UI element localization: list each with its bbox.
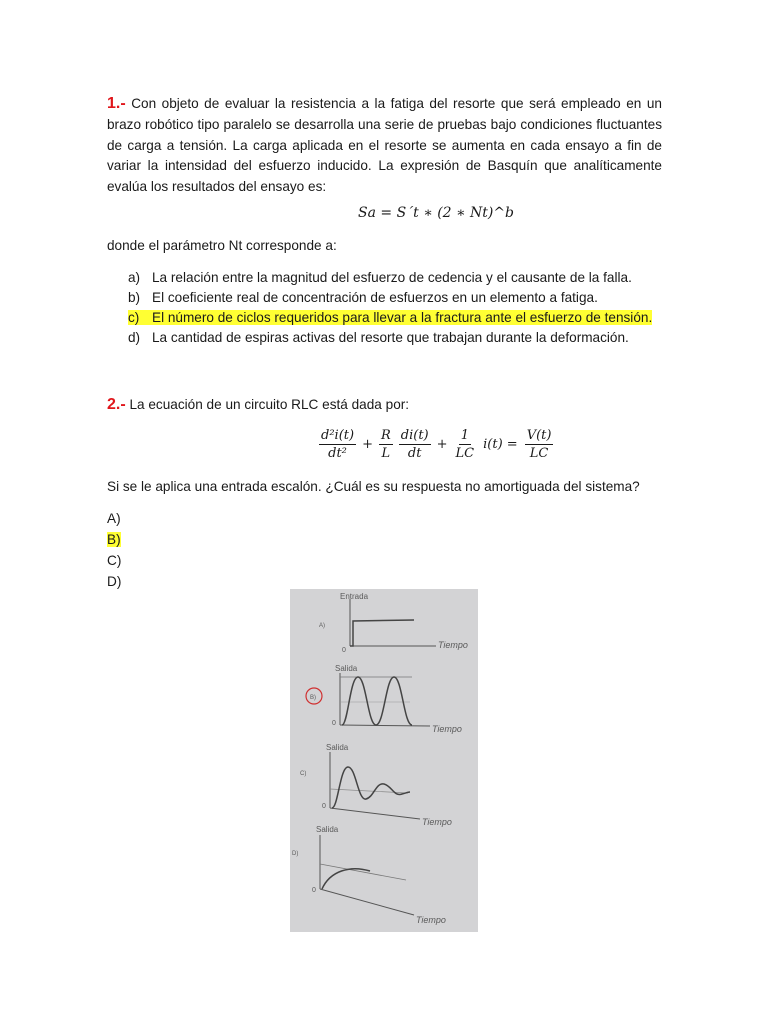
eq-term-second-derivative: $\frac{\text{d²i(t)}}{\text{dt²}}$ xyxy=(321,428,355,461)
graph-c-tag: C) xyxy=(300,771,307,777)
question-2 xyxy=(107,396,409,414)
eq-term-first-derivative: $\frac{di(t)}{dt}$ xyxy=(400,428,429,461)
graph-d-xlabel: Tiempo xyxy=(416,915,446,925)
graph-d-ylabel: Salida xyxy=(316,825,339,834)
eq-term-r-over-l: $\frac{R}{L}$ xyxy=(380,428,391,461)
eq-rhs: $\frac{V(t)}{LC}$ xyxy=(526,428,552,461)
answer-b-highlighted: B) xyxy=(107,532,121,547)
question-1 xyxy=(107,94,662,198)
graph-b-undamped xyxy=(306,664,462,734)
graph-c-xlabel: Tiempo xyxy=(422,817,452,827)
graph-a-xlabel: Tiempo xyxy=(438,640,468,650)
option-d: d) La cantidad de espiras activas del resorte que trabajan durante la deformación. xyxy=(128,330,629,345)
eq-term-one-over-lc: $\frac{1}{LC}$ xyxy=(455,428,475,461)
basquin-formula: Sa = S´t ∗ (2 ∗ Nt)^b xyxy=(358,205,515,221)
answer-d: D) xyxy=(107,574,122,589)
answer-c: C) xyxy=(107,553,122,568)
graph-d-tag: D) xyxy=(292,851,299,857)
rlc-equation: $\frac{\text{d²i(t)}}{\text{dt²}}$ + $\frac{R}{L}$ $\frac{di(t)}{dt}$ + $\frac{1}{LC}$ i(t) = $\frac{V(t)}{LC}$ xyxy=(321,428,552,461)
answer-a: A) xyxy=(107,511,121,526)
graph-a-step-input xyxy=(319,592,468,654)
response-graphs-photo xyxy=(290,589,478,932)
option-b: b) El coeficiente real de concentración de esfuerzos en un elemento a fatiga. xyxy=(128,290,598,305)
option-c-highlighted: c) El número de ciclos requeridos para llevar a la fractura ante el esfuerzo de tensión. xyxy=(128,310,653,325)
option-a: a) La relación entre la magnitud del esfuerzo de cedencia y el causante de la falla. xyxy=(128,270,632,285)
graph-c-underdamped xyxy=(300,743,452,827)
graph-b-ylabel: Salida xyxy=(335,664,358,673)
question-1-prompt: donde el parámetro Nt corresponde a: xyxy=(107,238,337,253)
question-2-number: 2.- xyxy=(107,396,126,413)
graph-d-zero: 0 xyxy=(312,887,316,894)
graph-b-zero: 0 xyxy=(332,720,336,727)
question-2-intro: La ecuación de un circuito RLC está dada por: xyxy=(129,397,410,412)
response-graphs xyxy=(290,589,478,932)
graph-a-zero: 0 xyxy=(342,647,346,654)
question-1-number: 1.- xyxy=(107,95,126,112)
question-2-answers xyxy=(107,508,121,592)
graph-d-overdamped xyxy=(292,825,446,925)
graph-b-tag: B) xyxy=(310,695,316,701)
graph-a-tag: A) xyxy=(319,623,325,629)
graph-b-xlabel: Tiempo xyxy=(432,724,462,734)
eq-current-term: i(t) = xyxy=(483,437,518,452)
graph-c-zero: 0 xyxy=(322,803,326,810)
question-2-text: Si se le aplica una entrada escalón. ¿Cuál es su respuesta no amortiguada del sistema? xyxy=(107,479,640,494)
graph-a-ylabel: Entrada xyxy=(340,592,369,601)
question-1-text: Con objeto de evaluar la resistencia a la fatiga del resorte que será empleado en un brazo robótico tipo paralelo se desarrolla una serie de pruebas bajo condiciones fluctuantes de carga a tensión. La carga aplicada en el resorte se aumenta en cada ensayo a fin de variar la intensidad del esfuerzo inducido. La expresión de Basquín que analíticamente evalúa los resultados del ensayo es: xyxy=(107,96,662,195)
graph-c-ylabel: Salida xyxy=(326,743,349,752)
question-1-options xyxy=(128,268,652,348)
